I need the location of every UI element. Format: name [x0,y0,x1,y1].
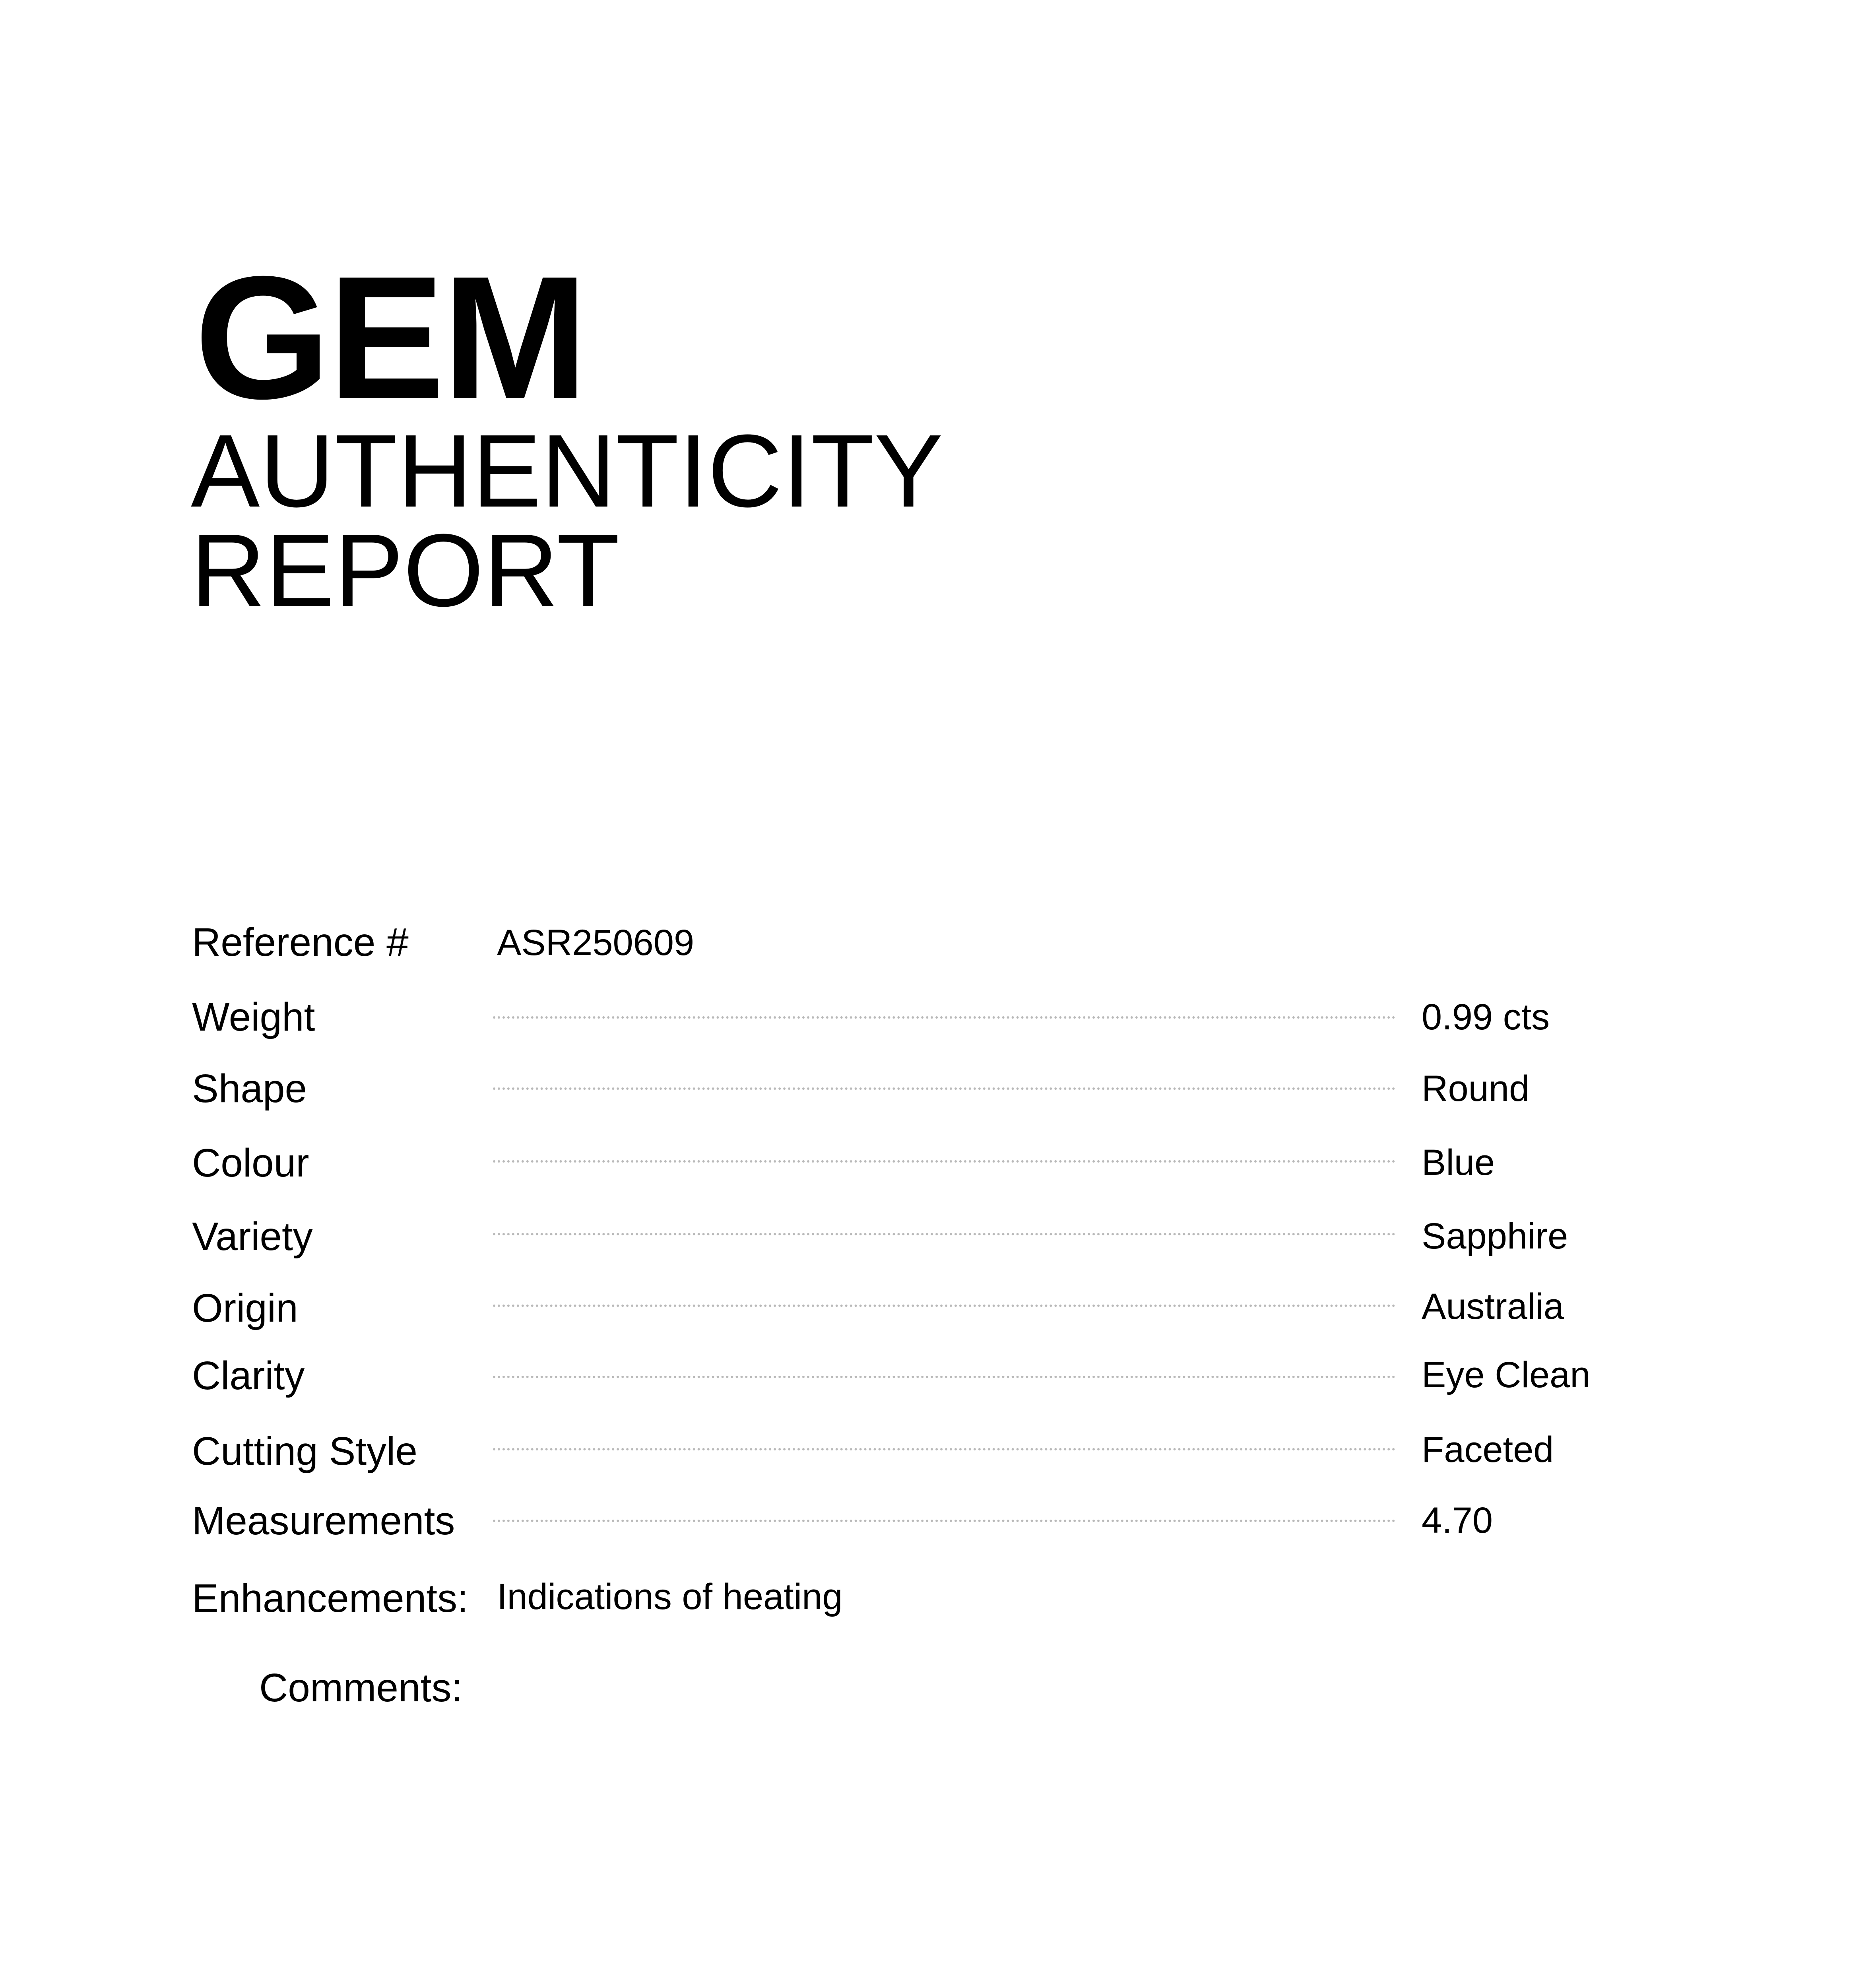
dotted-leader [493,1016,1395,1019]
spec-label-cutting-style: Cutting Style [192,1429,417,1474]
spec-label-origin: Origin [192,1286,298,1330]
report-title [191,414,943,628]
spec-value-cutting-style: Faceted [1422,1429,1554,1470]
enhancements-label: Enhancements: [192,1576,468,1621]
dotted-leader [493,1087,1395,1090]
title-line-1: AUTHENTICITY [191,414,943,529]
spec-label-variety: Variety [192,1214,313,1259]
spec-label-weight: Weight [192,995,315,1039]
dotted-leader [493,1160,1395,1163]
spec-value-measurements: 4.70 [1422,1500,1493,1541]
spec-value-shape: Round [1422,1068,1530,1109]
dotted-leader [493,1305,1395,1307]
dotted-leader [493,1233,1395,1235]
dotted-leader [493,1376,1395,1378]
title-line-2: REPORT [191,513,620,628]
spec-label-shape: Shape [192,1066,307,1111]
spec-label-measurements: Measurements [192,1499,455,1543]
report-brand: GEM [194,240,586,435]
comments-label: Comments: [259,1666,463,1710]
dotted-leader [493,1520,1395,1522]
spec-label-clarity: Clarity [192,1353,305,1398]
reference-label: Reference # [192,920,409,965]
spec-value-clarity: Eye Clean [1422,1355,1591,1395]
spec-label-colour: Colour [192,1141,309,1185]
spec-value-colour: Blue [1422,1142,1495,1183]
spec-value-variety: Sapphire [1422,1216,1568,1256]
dotted-leader [493,1448,1395,1450]
reference-value: ASR250609 [497,922,695,963]
spec-value-weight: 0.99 cts [1422,997,1550,1037]
enhancements-value: Indications of heating [497,1576,843,1617]
spec-value-origin: Australia [1422,1286,1564,1327]
